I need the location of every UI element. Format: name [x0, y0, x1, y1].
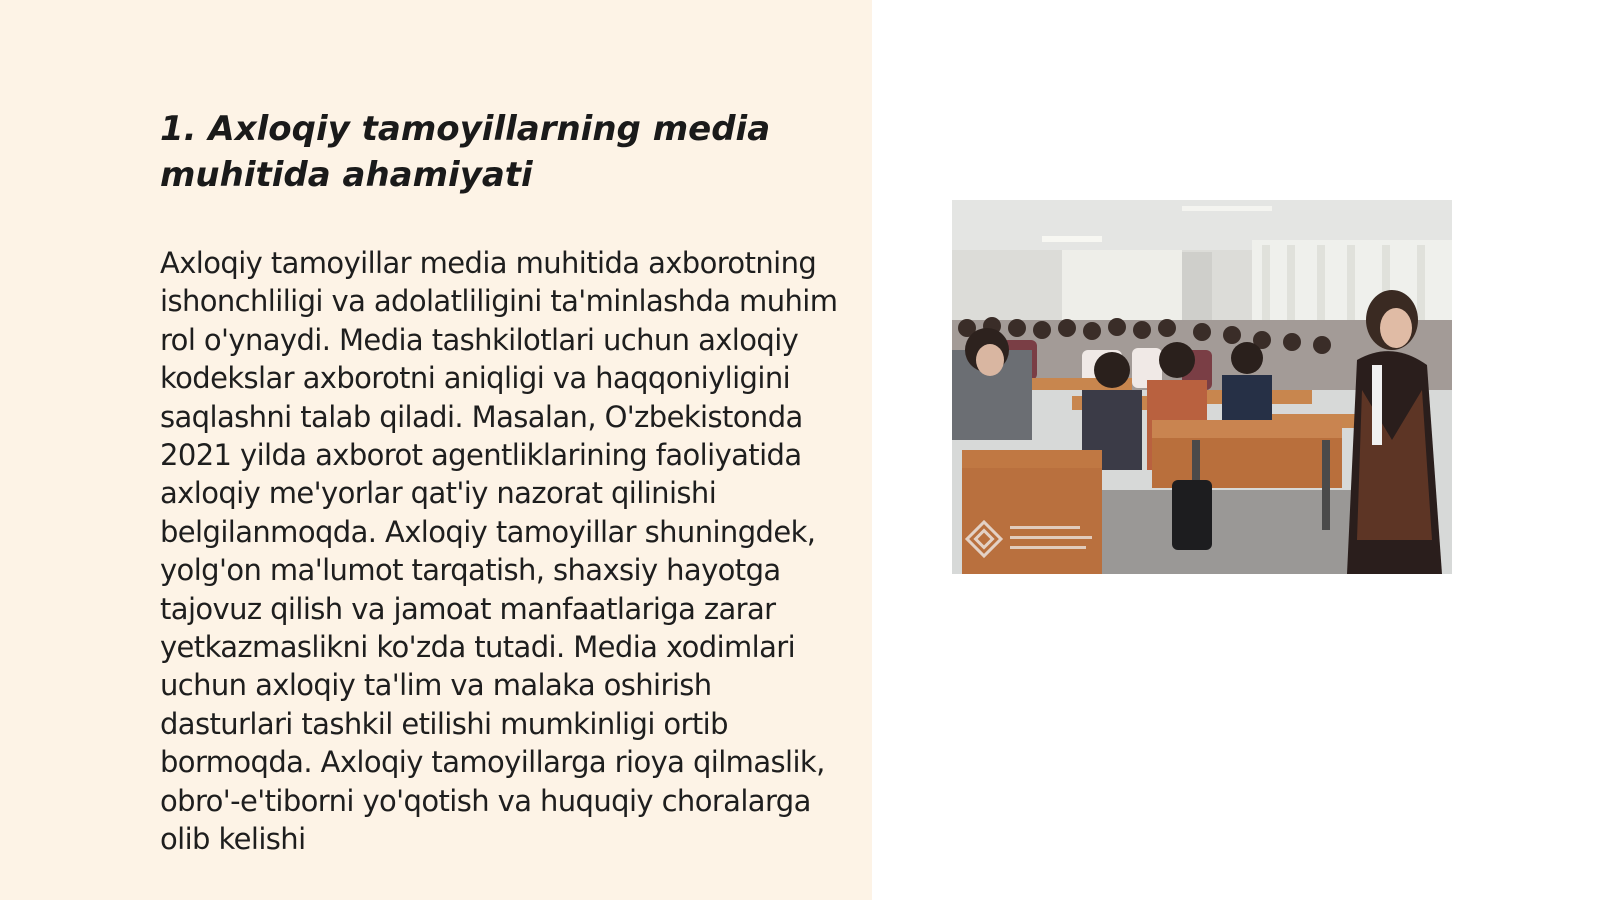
slide-title: 1. Axloqiy tamoyillarning media muhitida ahamiyati: [160, 109, 771, 195]
slide-body-text: Axloqiy tamoyillar media muhitida axborotning ishonchliligi va adolatliligini ta'minlashda muhim rol o'ynaydi. Media tashkilotlari uchun axloqiy kodekslar axborotni aniqligi va haqqoniyligini saqlashni talab qiladi. Masalan, O'zbekistonda 2021 yilda axborot agentliklarining faoliyatida axloqiy me'yorlar qat'iy nazorat qilinishi belgilanmoqda. Axloqiy tamoyillar shuningdek, yolg'on ma'lumot tarqatish, shaxsiy hayotga tajovuz qilish va jamoat manfaatlariga zarar yetkazmaslikni ko'zda tutadi. Media xodimlari uchun axloqiy ta'lim va malaka oshirish dasturlari tashkil etilishi mumkinligi ortib bormoqda. Axloqiy tamoyillarga rioya qilmaslik, obro'-e'tiborni yo'qotish va huquqiy choralarga olib kelishi: [160, 246, 838, 857]
classroom-photo: [952, 200, 1452, 574]
